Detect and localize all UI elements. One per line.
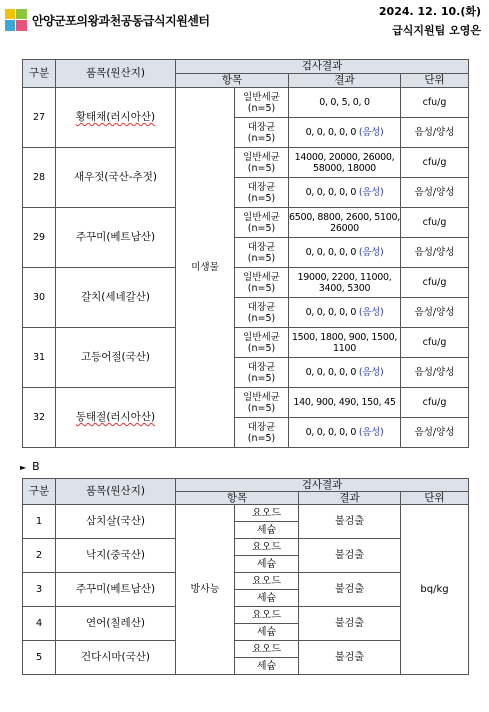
sub-test-general-bacteria: 일반세균 (n=5) — [235, 88, 289, 118]
item-name: 건다시마(국산) — [56, 641, 176, 675]
row-number: 2 — [23, 539, 56, 573]
negative-label: (음성) — [358, 307, 384, 318]
header-result: 결과 — [289, 74, 401, 88]
table-row — [23, 208, 469, 238]
negative-label: (음성) — [358, 427, 384, 438]
unit-cfu: cfu/g — [401, 328, 469, 358]
unit-negative-positive: 음성/양성 — [401, 118, 469, 148]
unit-negative-positive: 음성/양성 — [401, 418, 469, 448]
sub-test-general-bacteria: 일반세균 (n=5) — [235, 328, 289, 358]
radiation-test-table — [22, 478, 469, 675]
result-coliform: 0, 0, 0, 0, 0 (음성) — [289, 178, 401, 208]
item-name: 주꾸미(베트남산) — [56, 573, 176, 607]
item-name: 동태절(러시아산) — [56, 388, 176, 448]
result-not-detected: 불검출 — [299, 573, 401, 607]
result-general-bacteria: 14000, 20000, 26000, 58000, 18000 — [289, 148, 401, 178]
sub-test-iodine: 요오드 — [235, 505, 299, 522]
organization-name: 안양군포의왕과천공동급식지원센터 — [32, 14, 210, 28]
unit-cfu: cfu/g — [401, 388, 469, 418]
sub-test-general-bacteria: 일반세균 (n=5) — [235, 388, 289, 418]
sub-test-cesium: 세슘 — [235, 590, 299, 607]
table-row — [23, 505, 469, 522]
negative-label: (음성) — [358, 367, 384, 378]
result-general-bacteria: 6500, 8800, 2600, 5100, 26000 — [289, 208, 401, 238]
sub-test-coliform: 대장균 (n=5) — [235, 238, 289, 268]
unit-cfu: cfu/g — [401, 208, 469, 238]
organization-logo-icon — [5, 9, 27, 31]
row-number: 27 — [23, 88, 56, 148]
sub-test-coliform: 대장균 (n=5) — [235, 298, 289, 328]
sub-test-general-bacteria: 일반세균 (n=5) — [235, 208, 289, 238]
microbe-test-table — [22, 59, 469, 448]
negative-label: (음성) — [358, 187, 384, 198]
sub-test-iodine: 요오드 — [235, 607, 299, 624]
row-number: 1 — [23, 505, 56, 539]
result-not-detected: 불검출 — [299, 641, 401, 675]
header-result-group: 검사결과 — [176, 479, 469, 492]
row-number: 29 — [23, 208, 56, 268]
result-coliform: 0, 0, 0, 0, 0 (음성) — [289, 238, 401, 268]
report-date: 2024. 12. 10.(화) — [378, 5, 481, 18]
unit-negative-positive: 음성/양성 — [401, 298, 469, 328]
result-coliform: 0, 0, 0, 0, 0 (음성) — [289, 118, 401, 148]
header-item: 품목(원산지) — [56, 60, 176, 88]
team-name: 급식지원팀 오영은 — [392, 24, 481, 37]
table-row — [23, 388, 469, 418]
result-general-bacteria: 1500, 1800, 900, 1500, 1100 — [289, 328, 401, 358]
item-name: 갈치(세네갈산) — [56, 268, 176, 328]
negative-label: (음성) — [358, 127, 384, 138]
sub-test-coliform: 대장균 (n=5) — [235, 178, 289, 208]
test-category: 방사능 — [176, 505, 235, 675]
result-not-detected: 불검출 — [299, 607, 401, 641]
sub-test-cesium: 세슘 — [235, 556, 299, 573]
page-header — [0, 0, 489, 40]
unit-negative-positive: 음성/양성 — [401, 178, 469, 208]
unit-cfu: cfu/g — [401, 268, 469, 298]
header-no: 구분 — [23, 60, 56, 88]
result-general-bacteria: 0, 0, 5, 0, 0 — [289, 88, 401, 118]
item-name: 삼치살(국산) — [56, 505, 176, 539]
row-number: 28 — [23, 148, 56, 208]
header-no: 구분 — [23, 479, 56, 505]
row-number: 32 — [23, 388, 56, 448]
row-number: 3 — [23, 573, 56, 607]
unit-negative-positive: 음성/양성 — [401, 358, 469, 388]
table-row — [23, 88, 469, 118]
item-name: 황태채(러시아산) — [56, 88, 176, 148]
header-test: 항목 — [176, 492, 299, 505]
row-number: 4 — [23, 607, 56, 641]
sub-test-iodine: 요오드 — [235, 573, 299, 590]
sub-test-coliform: 대장균 (n=5) — [235, 358, 289, 388]
sub-test-iodine: 요오드 — [235, 641, 299, 658]
item-name: 연어(칠레산) — [56, 607, 176, 641]
header-test: 항목 — [176, 74, 289, 88]
item-name: 주꾸미(베트남산) — [56, 208, 176, 268]
negative-label: (음성) — [358, 247, 384, 258]
result-not-detected: 불검출 — [299, 539, 401, 573]
table-row — [23, 148, 469, 178]
header-unit: 단위 — [401, 492, 469, 505]
table-row — [23, 328, 469, 358]
section-marker: ► B — [20, 460, 40, 473]
row-number: 5 — [23, 641, 56, 675]
result-general-bacteria: 19000, 2200, 11000, 3400, 5300 — [289, 268, 401, 298]
row-number: 30 — [23, 268, 56, 328]
result-coliform: 0, 0, 0, 0, 0 (음성) — [289, 358, 401, 388]
table-row — [23, 268, 469, 298]
sub-test-general-bacteria: 일반세균 (n=5) — [235, 268, 289, 298]
header-result: 결과 — [299, 492, 401, 505]
sub-test-general-bacteria: 일반세균 (n=5) — [235, 148, 289, 178]
item-name: 새우젓(국산-추젓) — [56, 148, 176, 208]
result-not-detected: 불검출 — [299, 505, 401, 539]
sub-test-cesium: 세슘 — [235, 624, 299, 641]
unit-negative-positive: 음성/양성 — [401, 238, 469, 268]
sub-test-cesium: 세슘 — [235, 658, 299, 675]
unit-bq-kg: bq/kg — [401, 505, 469, 675]
result-coliform: 0, 0, 0, 0, 0 (음성) — [289, 418, 401, 448]
header-unit: 단위 — [401, 74, 469, 88]
sub-test-coliform: 대장균 (n=5) — [235, 418, 289, 448]
result-coliform: 0, 0, 0, 0, 0 (음성) — [289, 298, 401, 328]
header-item: 품목(원산지) — [56, 479, 176, 505]
item-name: 낙지(중국산) — [56, 539, 176, 573]
sub-test-cesium: 세슘 — [235, 522, 299, 539]
unit-cfu: cfu/g — [401, 88, 469, 118]
item-name: 고등어절(국산) — [56, 328, 176, 388]
sub-test-iodine: 요오드 — [235, 539, 299, 556]
sub-test-coliform: 대장균 (n=5) — [235, 118, 289, 148]
header-result-group: 검사결과 — [176, 60, 469, 74]
test-category: 미생물 — [176, 88, 235, 448]
result-general-bacteria: 140, 900, 490, 150, 45 — [289, 388, 401, 418]
row-number: 31 — [23, 328, 56, 388]
triangle-bullet-icon: ► — [20, 463, 27, 472]
unit-cfu: cfu/g — [401, 148, 469, 178]
